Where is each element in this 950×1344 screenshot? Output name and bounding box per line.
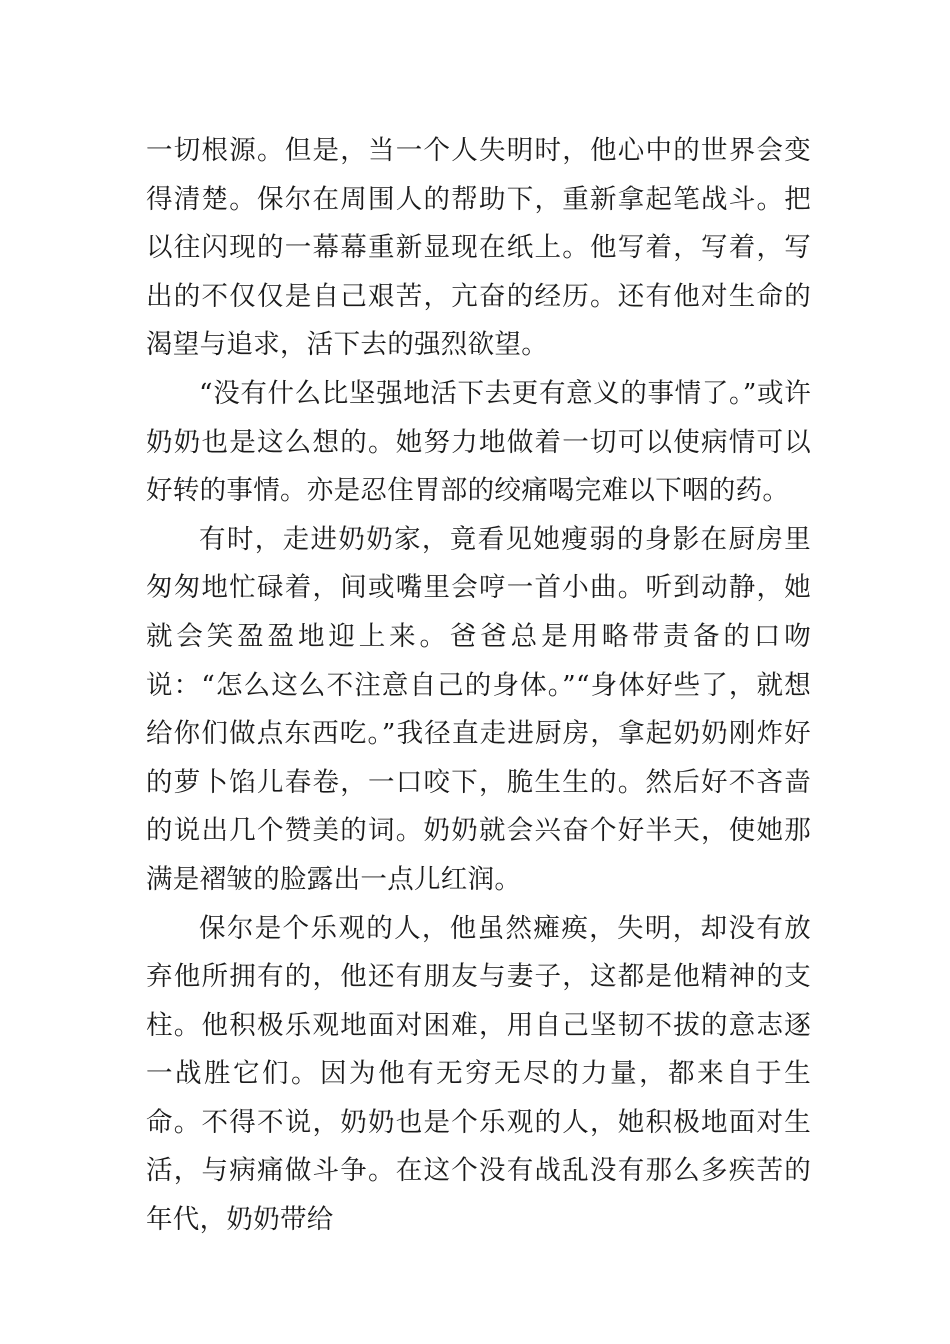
- paragraph-1: 一切根源。但是，当一个人失明时，他心中的世界会变得清楚。保尔在周围人的帮助下，重新拿起笔战斗。把以往闪现的一幕幕重新显现在纸上。他写着，写着，写出的不仅仅是自己艰苦，亢奋的经历。还有他对生命的渴望与追求，活下去的强烈欲望。: [146, 135, 811, 361]
- paragraph-3: 有时，走进奶奶家，竟看见她瘦弱的身影在厨房里匆匆地忙碌着，间或嘴里会哼一首小曲。听到动静，她就会笑盈盈地迎上来。爸爸总是用略带责备的口吻说：“怎么这么不注意自己的身体。”“身体好些了，就想给你们做点东西吃。”我径直走进厨房，拿起奶奶刚炸好的萝卜馅儿春卷，一口咬下，脆生生的。然后好不吝啬的说出几个赞美的词。奶奶就会兴奋个好半天，使她那满是褶皱的脸露出一点儿红润。: [146, 523, 811, 895]
- paragraph-2: “没有什么比坚强地活下去更有意义的事情了。”或许奶奶也是这么想的。她努力地做着一切可以使病情可以好转的事情。亦是忍住胃部的绞痛喝完难以下咽的药。: [146, 377, 811, 507]
- body-text: [146, 127, 811, 1245]
- paragraph-4: 保尔是个乐观的人，他虽然瘫痪，失明，却没有放弃他所拥有的，他还有朋友与妻子，这都是他精神的支柱。他积极乐观地面对困难，用自己坚韧不拔的意志逐一战胜它们。因为他有无穷无尽的力量，都来自于生命。不得不说，奶奶也是个乐观的人，她积极地面对生活，与病痛做斗争。在这个没有战乱没有那么多疾苦的年代，奶奶带给: [146, 912, 811, 1236]
